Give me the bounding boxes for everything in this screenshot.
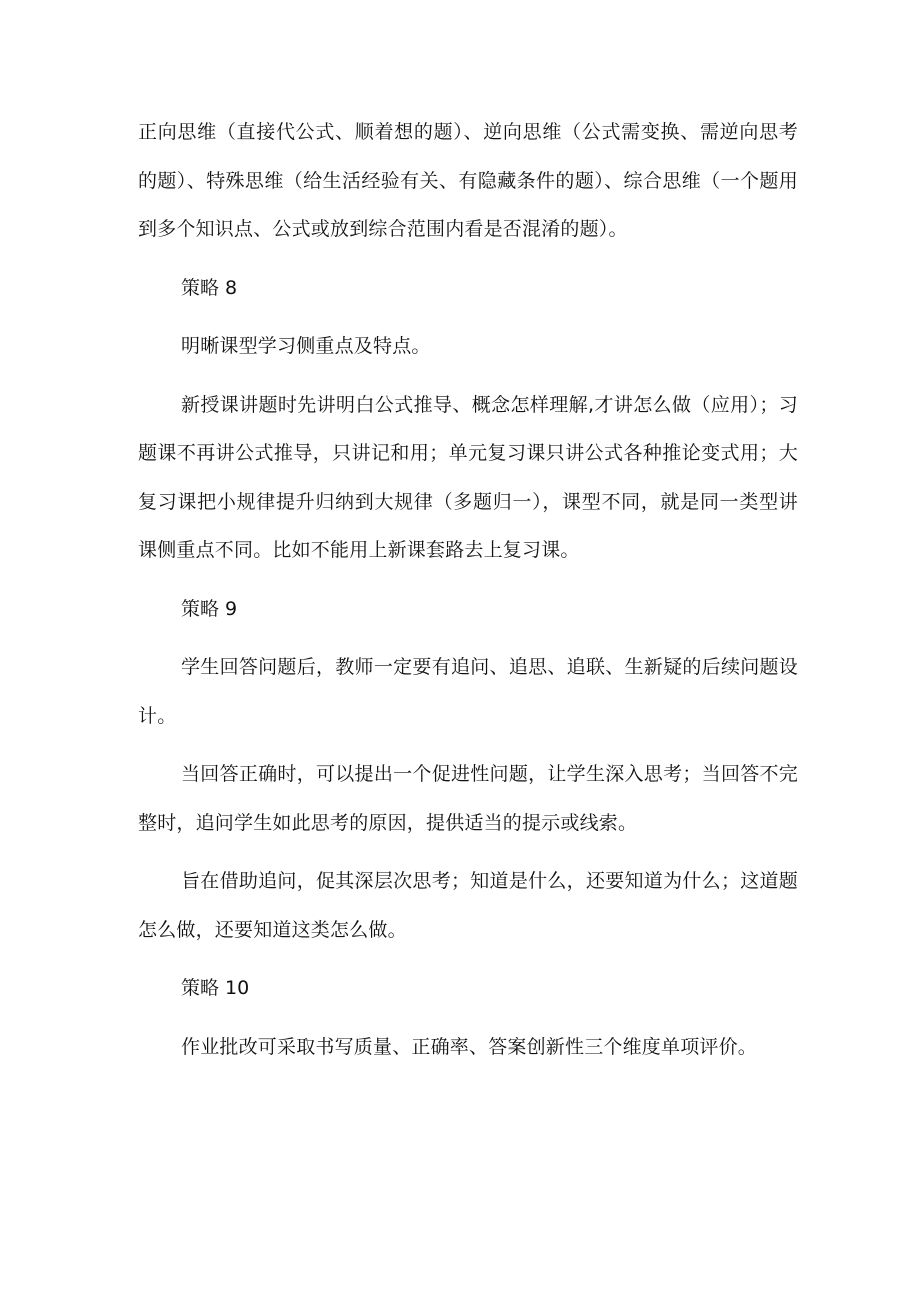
heading-strategy-10: 策略 10 bbox=[181, 977, 250, 999]
paragraph-deep-thinking: 旨在借助追问，促其深层次思考；知道是什么，还要知道为什么；这道题怎么做，还要知道这类怎么做。 bbox=[138, 870, 798, 941]
heading-strategy-8: 策略 8 bbox=[181, 276, 238, 299]
paragraph-homework-evaluation: 作业批改可采取书写质量、正确率、答案创新性三个维度单项评价。 bbox=[181, 1035, 758, 1058]
paragraph-lesson-types: 新授课讲题时先讲明白公式推导、概念怎样理解,才讲怎么做（应用）；习题课不再讲公式推导，只讲记和用；单元复习课只讲公式各种推论变式用；大复习课把小规律提升归纳到大规律（多题归一），课型不同，就是同一类型讲课侧重点不同。比如不能用上新课套路去上复习课。 bbox=[138, 393, 798, 561]
paragraph-lesson-focus: 明晰课型学习侧重点及特点。 bbox=[181, 335, 431, 357]
paragraph-answer-handling: 当回答正确时，可以提出一个促进性问题，让学生深入思考；当回答不完整时，追问学生如此思考的原因，提供适当的提示或线索。 bbox=[138, 763, 798, 834]
document-body bbox=[138, 108, 798, 1081]
heading-strategy-9: 策略 9 bbox=[181, 597, 238, 620]
paragraph-follow-up-questions: 学生回答问题后，教师一定要有追问、追思、追联、生新疑的后续问题设计。 bbox=[138, 656, 798, 727]
paragraph-thinking-types: 正向思维（直接代公式、顺着想的题）、逆向思维（公式需变换、需逆向思考的题）、特殊思维（给生活经验有关、有隐藏条件的题）、综合思维（一个题用到多个知识点、公式或放到综合范围内看是否混淆的题）。 bbox=[138, 121, 798, 240]
